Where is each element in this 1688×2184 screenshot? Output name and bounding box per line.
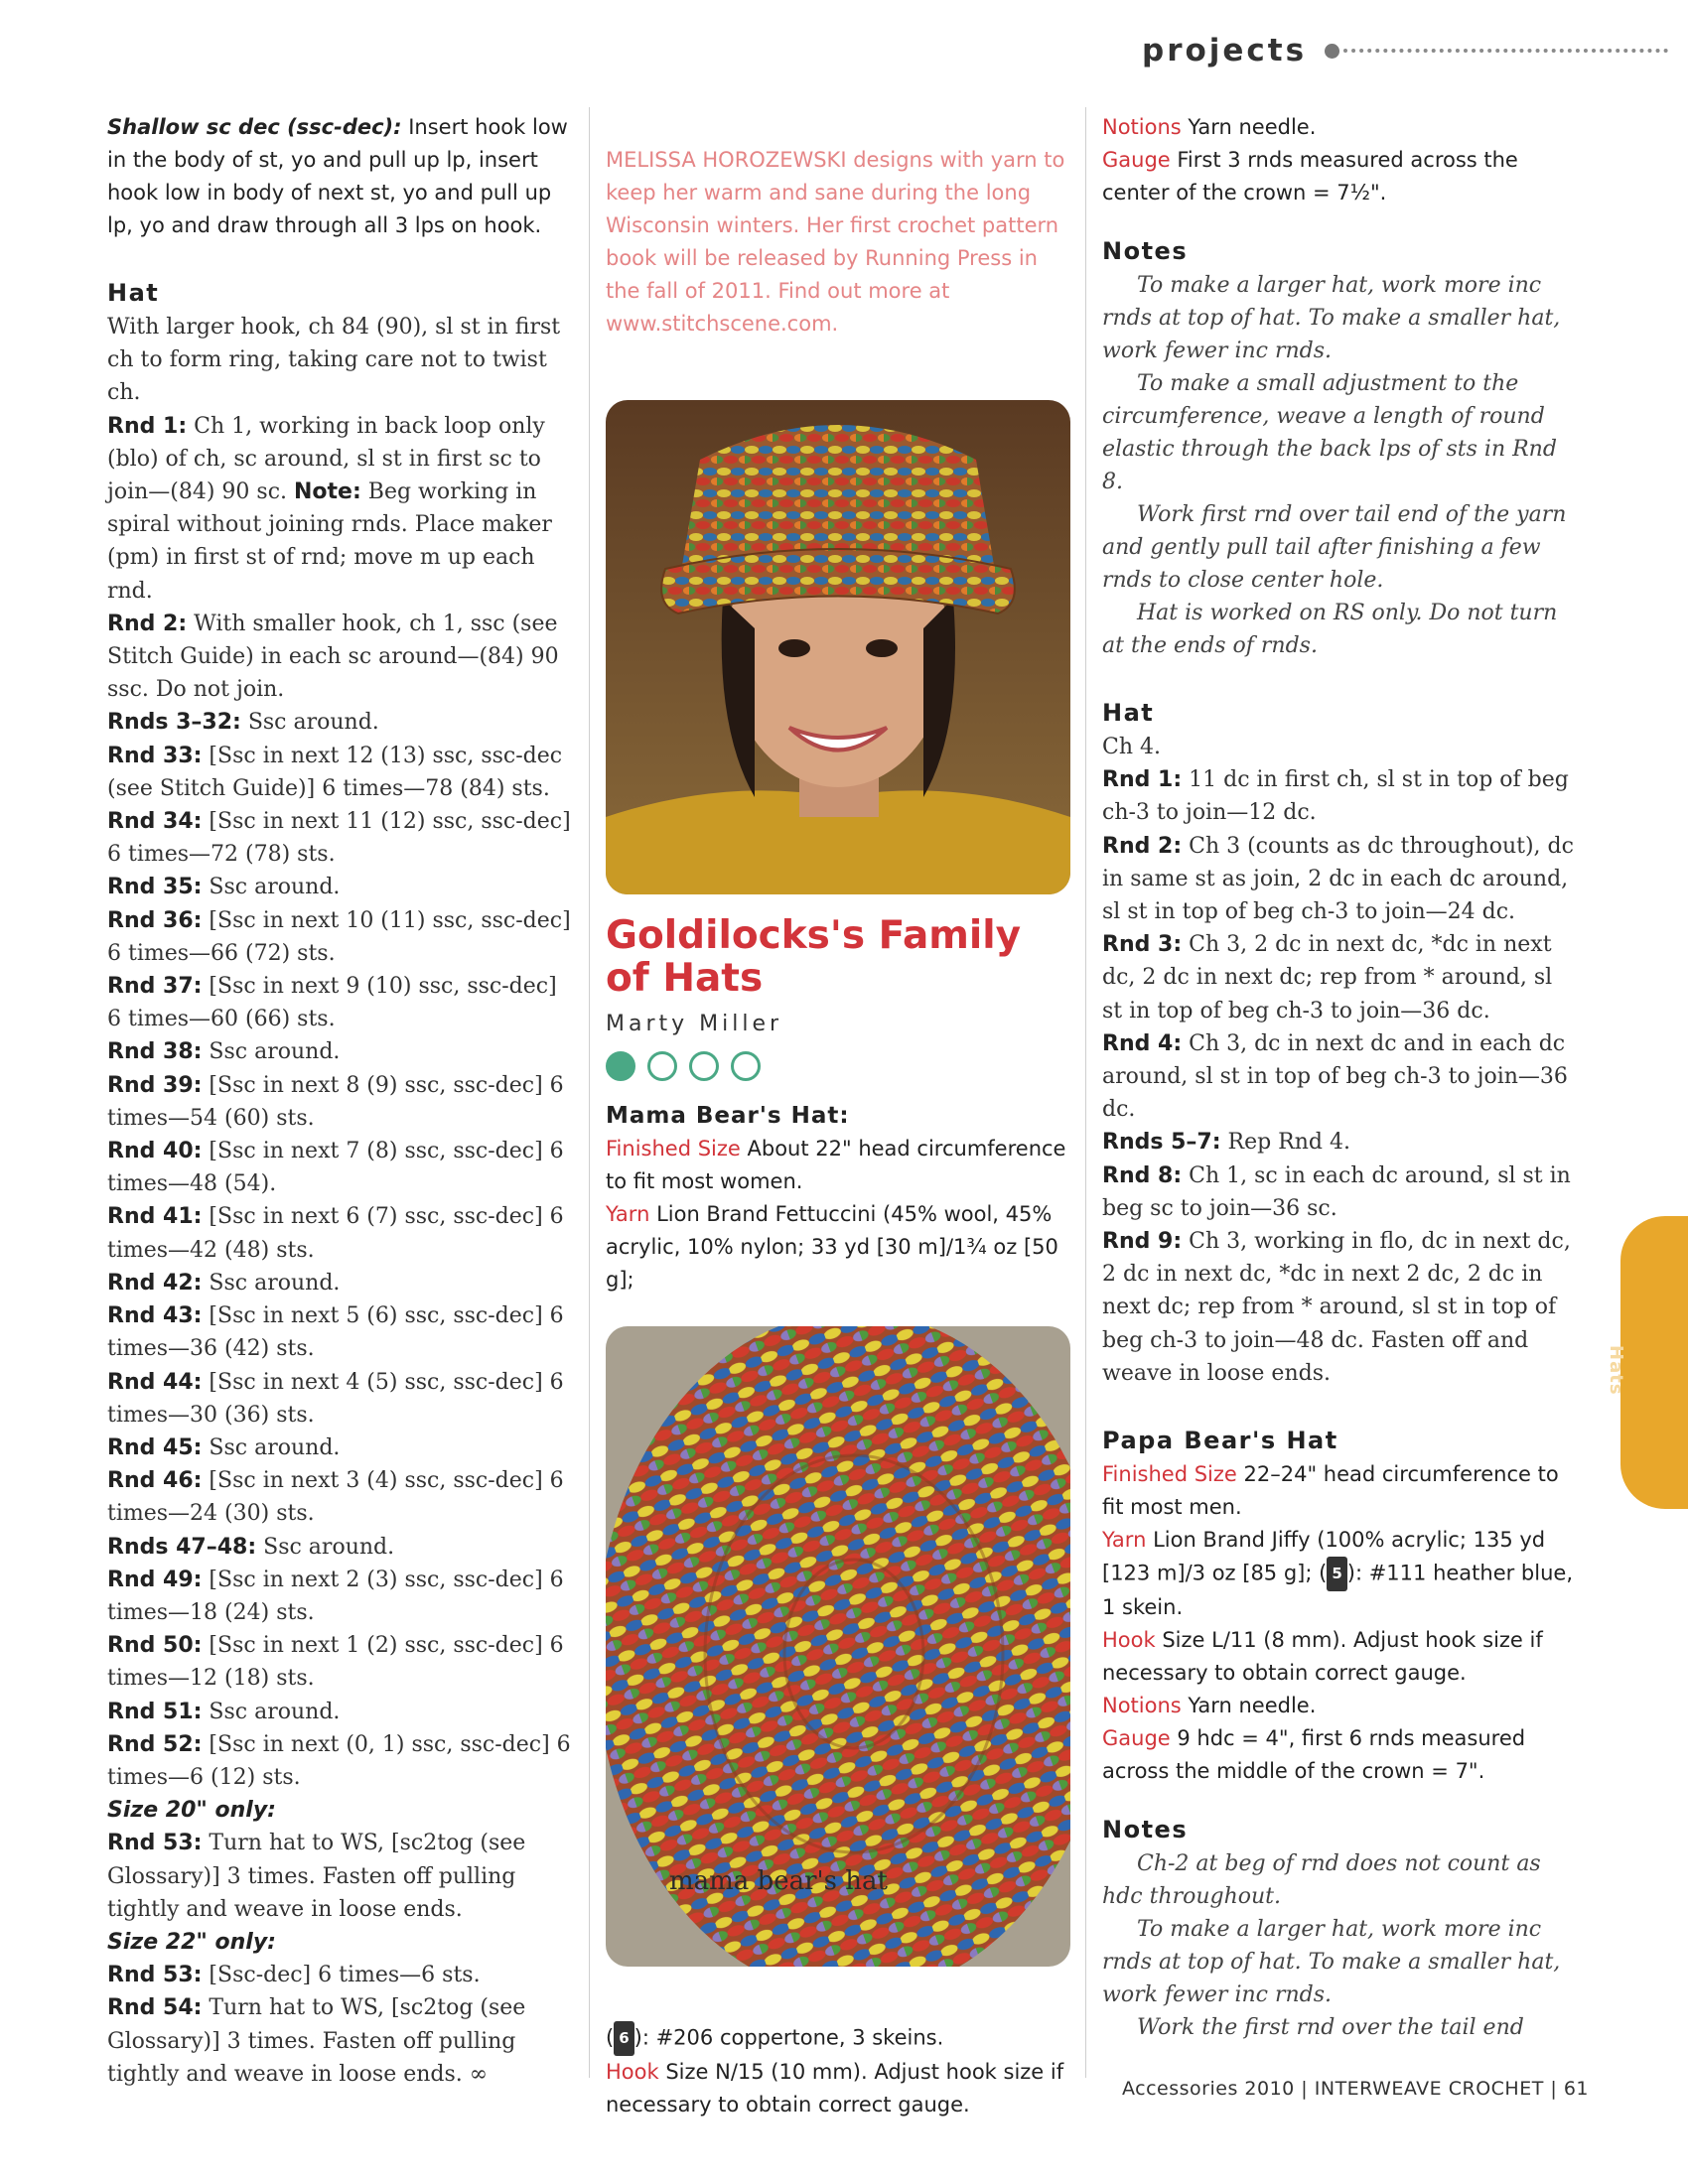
column-divider-1 [589, 107, 590, 2078]
footer-issue: Accessories 2010 [1122, 2078, 1295, 2100]
notes-title: Notes [1102, 237, 1189, 265]
notions-label: Notions [1102, 115, 1182, 139]
round-row [107, 1728, 574, 1794]
round-text: [Ssc in next 8 (9) ssc, ssc-dec] 6 times—54 (60) sts. [107, 1072, 564, 1131]
notions-text: Yarn needle. [1181, 115, 1317, 139]
size-22-label [107, 1926, 574, 1959]
round-label: Rnd 40: [107, 1139, 203, 1164]
round-row [1102, 830, 1579, 929]
round-text: [Ssc in next 4 (5) ssc, ssc-dec] 6 times—30 (36) sts. [107, 1369, 564, 1428]
round-text: [Ssc in next 5 (6) ssc, ssc-dec] 6 times—36 (42) sts. [107, 1303, 564, 1362]
round-text: [Ssc-dec] 6 times—6 sts. [202, 1963, 481, 1988]
hook-label: Hook [1102, 1628, 1156, 1653]
round-text: [Ssc in next 3 (4) ssc, ssc-dec] 6 times—24 (30) sts. [107, 1468, 564, 1527]
round-text: Ssc around. [202, 1699, 341, 1724]
notions-label: Notions [1102, 1694, 1182, 1718]
designer-bio: MELISSA HOROZEWSKI designs with yarn to keep her warm and sane during the long Wisconsin winters. Her first crochet pattern book will be released by Running Press in the fall of 2011. Find out more at www.stitchscene.com. [606, 148, 1065, 336]
size-label: Size 20" only: [107, 1798, 276, 1824]
finished-size [606, 1133, 1072, 1198]
gauge-text: First 3 rnds measured across the center of the crown = 7½". [1102, 148, 1518, 205]
round-label: Rnd 44: [107, 1369, 203, 1395]
column-1 [107, 111, 574, 2091]
round-text: Turn hat to WS, [sc2tog (see Glossary)] 3 times. Fasten off pulling tightly and weave in loose ends. ∞ [107, 1995, 526, 2087]
mama-bear-hat-photo [606, 1326, 1070, 1967]
note-paragraph: Hat is worked on RS only. Do not turn at the ends of rnds. [1102, 601, 1558, 658]
size-label: Size 22" only: [107, 1929, 276, 1955]
yarn-label: Yarn [606, 1202, 650, 1226]
round-text: [Ssc in next 6 (7) ssc, ssc-dec] 6 times—42 (48) sts. [107, 1204, 564, 1263]
round-row [1102, 1126, 1579, 1159]
section-header [1142, 26, 1668, 75]
round-text: [Ssc in next 12 (13) ssc, ssc-dec (see Stitch Guide)] 6 times—78 (84) sts. [107, 743, 563, 801]
photo-caption-text: mama bear's hat [669, 1866, 888, 1896]
gauge-label: Gauge [1102, 148, 1171, 172]
note-label: Note: [294, 479, 361, 505]
round-label: Rnd 35: [107, 875, 203, 900]
yarn-weight-icon: 5 [1327, 1557, 1346, 1591]
round-label: Rnd 1: [1102, 767, 1183, 793]
round-label: Rnds 47–48: [107, 1534, 257, 1560]
round-row [1102, 1027, 1579, 1127]
round-label: Rnd 42: [107, 1270, 203, 1296]
round-text: With smaller hook, ch 1, ssc (see Stitch Guide) in each sc around—(84) 90 ssc. Do not join. [107, 611, 559, 703]
round-row [107, 970, 574, 1035]
round-text: Turn hat to WS, [sc2tog (see Glossary)] 3 times. Fasten off pulling tightly and weave in loose ends. [107, 1831, 526, 1922]
round-list [107, 608, 574, 1794]
hat-section-title: Hat [107, 279, 160, 307]
round-label: Rnd 4: [1102, 1030, 1183, 1056]
round-text: Ssc around. [240, 710, 379, 736]
size-22-round-54 [107, 1991, 574, 2091]
hat-section-title: Hat [1102, 699, 1155, 727]
round-text: [Ssc in next 11 (12) ssc, ssc-dec] 6 times—72 (78) sts. [107, 809, 571, 868]
round-row [107, 706, 574, 739]
round-text: 11 dc in first ch, sl st in top of beg ch-3 to join—12 dc. [1102, 767, 1569, 826]
yarn-spec-continued: ( 6 ): #206 coppertone, 3 skeins. [606, 2021, 1072, 2056]
hook-text: Size L/11 (8 mm). Adjust hook size if necessary to obtain correct gauge. [1102, 1628, 1543, 1686]
round-label: Rnds 5–7: [1102, 1130, 1221, 1156]
round-text: [Ssc in next 7 (8) ssc, ssc-dec] 6 times—48 (54). [107, 1139, 564, 1197]
round-row [107, 1200, 574, 1266]
round-text: [Ssc in next 1 (2) ssc, ssc-dec] 6 times—12 (18) sts. [107, 1633, 564, 1692]
round-text: Ch 3, 2 dc in next dc, *dc in next dc, 2 dc in next dc; rep from * around, sl st in top of beg ch-3 to join—36 dc. [1102, 932, 1553, 1024]
stitch-definition-label: Shallow sc dec (ssc-dec): [107, 115, 402, 139]
stitch-definition-text: Insert hook low in the body of st, yo and pull up lp, insert hook low in body of next st, yo and pull up lp, yo and draw through all 3 lps on hook. [107, 115, 568, 237]
round-text: [Ssc in next 2 (3) ssc, ssc-dec] 6 times—18 (24) sts. [107, 1567, 564, 1625]
round-row [107, 1267, 574, 1299]
yarn-weight-icon: 6 [614, 2021, 633, 2056]
round-text: Ch 3, working in flo, dc in next dc, 2 dc in next dc, *dc in next 2 dc, 2 dc in next dc; rep from * around, sl st in top of beg ch-3 to join—48 dc. Fasten off and weave in loose ends. [1102, 1229, 1571, 1386]
round-row [107, 871, 574, 903]
papa-yarn-spec [1102, 1524, 1579, 1624]
round-list [1102, 763, 1579, 1390]
size-22-round-53 [107, 1959, 574, 1991]
round-row [107, 1432, 574, 1464]
side-tab [1606, 1216, 1688, 1509]
round-label: Rnd 37: [107, 974, 203, 1000]
round-label: Rnd 54: [107, 1995, 203, 2021]
round-label: Rnd 46: [107, 1468, 203, 1494]
round-row [107, 904, 574, 970]
papa-notes-list [1102, 1847, 1579, 2044]
gauge-label: Gauge [1102, 1726, 1171, 1751]
mama-bear-hat-title: Mama Bear's Hat: [606, 1103, 850, 1129]
round-1 [107, 410, 574, 608]
yarn-text: ): #111 heather blue, 1 skein. [1102, 1561, 1574, 1620]
page-footer [1122, 2078, 1589, 2100]
papa-gauge-spec [1102, 1722, 1579, 1788]
round-label: Rnd 39: [107, 1072, 203, 1098]
round-row [107, 1531, 574, 1564]
skill-dot-empty-icon [647, 1051, 677, 1081]
round-label: Rnds 3–32: [107, 710, 241, 736]
round-text: Ch 3, dc in next dc and in each dc around, sl st in top of beg ch-3 to join—36 dc. [1102, 1030, 1568, 1123]
papa-hook-spec [1102, 1624, 1579, 1690]
yarn-label: Yarn [1102, 1528, 1147, 1553]
round-text: Ssc around. [202, 875, 341, 900]
note-paragraph: Work the first rnd over the tail end [1137, 2015, 1524, 2041]
round-text: Ssc around. [256, 1534, 395, 1560]
round-label: Rnd 49: [107, 1567, 203, 1592]
column-divider-2 [1085, 107, 1086, 2078]
finished-size-text: 22–24" head circumference to fit most men. [1102, 1462, 1559, 1520]
photo-caption [669, 1867, 888, 1895]
round-row [1102, 1225, 1579, 1390]
size-20-round-53 [107, 1827, 574, 1926]
papa-notions-spec [1102, 1690, 1579, 1722]
footer-separator: | [1550, 2078, 1564, 2100]
skill-dot-empty-icon [731, 1051, 761, 1081]
round-text: Beg working in spiral without joining rnds. Place maker (pm) in first st of rnd; move m up each rnd. [107, 479, 552, 604]
round-label: Rnd 53: [107, 1963, 203, 1988]
note-paragraph: To make a larger hat, work more inc rnds at top of hat. To make a smaller hat, work fewer inc rnds. [1102, 1917, 1561, 2008]
round-text: Rep Rnd 4. [1220, 1130, 1350, 1156]
yarn-spec [606, 1198, 1072, 1297]
round-label: Rnd 2: [1102, 833, 1183, 859]
round-row [107, 608, 574, 707]
hook-text: Size N/15 (10 mm). Adjust hook size if necessary to obtain correct gauge. [606, 2060, 1064, 2116]
round-label: Rnd 8: [1102, 1162, 1183, 1188]
yarn-text: Lion Brand Fettuccini (45% wool, 45% acrylic, 10% nylon; 33 yd [30 m]/1¾ oz [50 g]; [606, 1202, 1058, 1292]
round-text: Ssc around. [202, 1270, 341, 1296]
header-bullet-icon [1325, 44, 1339, 59]
skill-dot-empty-icon [689, 1051, 719, 1081]
round-row [107, 1629, 574, 1695]
round-label: Rnd 1: [107, 413, 188, 439]
round-label: Rnd 38: [107, 1039, 203, 1065]
round-row [107, 1069, 574, 1135]
papa-notes-title: Notes [1102, 1816, 1189, 1844]
round-text: Ch 1, sc in each dc around, sl st in beg sc to join—36 sc. [1102, 1162, 1571, 1221]
section-label: projects [1142, 33, 1308, 68]
round-label: Rnd 50: [107, 1633, 203, 1659]
model-photo-image [606, 400, 1070, 894]
note-paragraph: Ch-2 at beg of rnd does not count as hdc throughout. [1102, 1851, 1541, 1910]
round-label: Rnd 52: [107, 1731, 203, 1757]
skill-dot-filled-icon [606, 1051, 635, 1081]
round-row [107, 1696, 574, 1728]
round-row [107, 1135, 574, 1200]
round-row [107, 805, 574, 871]
hook-spec [606, 2056, 1072, 2121]
footer-magazine: INTERWEAVE CROCHET [1314, 2078, 1544, 2100]
finished-size-text: About 22" head circumference to fit most women. [606, 1137, 1066, 1193]
note-paragraph: To make a small adjustment to the circumference, weave a length of round elastic through the back lps of sts in Rnd 8. [1102, 371, 1557, 494]
yarn-text: Lion Brand Jiffy (100% acrylic; 135 yd [123 m]/3 oz [85 g]; ( [1102, 1528, 1546, 1585]
yarn-cont-text: ): #206 coppertone, 3 skeins. [633, 2025, 944, 2050]
byline: Marty Miller [606, 1012, 783, 1036]
round-row [107, 1564, 574, 1629]
hat-intro: With larger hook, ch 84 (90), sl st in first ch to form ring, taking care not to twist ch. [107, 315, 561, 406]
round-text: Ch 1, working in back loop only (blo) of ch, sc around, sl st in first sc to join—(84) 90 sc. [107, 413, 545, 505]
size-20-label [107, 1794, 574, 1827]
article-title: Goldilocks's Family of Hats [606, 913, 1022, 1001]
round-row [107, 1464, 574, 1530]
round-label: Rnd 51: [107, 1699, 203, 1724]
column-3 [1102, 111, 1579, 2044]
round-row [107, 1299, 574, 1365]
round-row [107, 1035, 574, 1068]
round-label: Rnd 33: [107, 743, 203, 768]
gauge-spec [1102, 144, 1579, 209]
round-row [1102, 928, 1579, 1027]
round-row [107, 740, 574, 805]
notions-spec [1102, 111, 1579, 144]
note-paragraph: To make a larger hat, work more inc rnds at top of hat. To make a smaller hat, work fewer inc rnds. [1102, 273, 1561, 363]
round-text: [Ssc in next (0, 1) ssc, ssc-dec] 6 times—6 (12) sts. [107, 1731, 571, 1790]
round-label: Rnd 36: [107, 907, 203, 933]
papa-bear-hat-title: Papa Bear's Hat [1102, 1427, 1338, 1455]
round-label: Rnd 34: [107, 809, 203, 835]
round-text: Ssc around. [202, 1434, 341, 1460]
side-tab-label: Hats [1606, 1345, 1626, 1396]
round-text: [Ssc in next 9 (10) ssc, ssc-dec] 6 times—60 (66) sts. [107, 974, 557, 1032]
round-text: Ch 3 (counts as dc throughout), dc in same st as join, 2 dc in each dc around, sl st in top of beg ch-3 to join—24 dc. [1102, 833, 1574, 925]
note-paragraph: Work first rnd over tail end of the yarn and gently pull tail after finishing a few rnds to close center hole. [1102, 502, 1567, 593]
round-label: Rnd 45: [107, 1434, 203, 1460]
stitch-definition [107, 111, 574, 242]
round-label: Rnd 2: [107, 611, 188, 636]
footer-separator: | [1301, 2078, 1315, 2100]
notes-list [1102, 269, 1579, 662]
round-row [107, 1366, 574, 1432]
round-row [1102, 1160, 1579, 1225]
finished-size-label: Finished Size [606, 1137, 741, 1160]
column-2 [606, 144, 1072, 2121]
round-label: Rnd 3: [1102, 932, 1183, 958]
skill-level-indicator [606, 1051, 1072, 1081]
finished-size-label: Finished Size [1102, 1462, 1237, 1487]
header-dotted-rule [1343, 49, 1668, 53]
gauge-text: 9 hdc = 4", first 6 rnds measured across the middle of the crown = 7". [1102, 1726, 1526, 1784]
hat-start: Ch 4. [1102, 735, 1161, 759]
round-label: Rnd 53: [107, 1831, 203, 1856]
round-text: [Ssc in next 10 (11) ssc, ssc-dec] 6 times—66 (72) sts. [107, 907, 571, 966]
page-number: 61 [1563, 2078, 1589, 2100]
round-label: Rnd 43: [107, 1303, 203, 1329]
papa-finished-size [1102, 1458, 1579, 1524]
round-text: Ssc around. [202, 1039, 341, 1065]
round-label: Rnd 41: [107, 1204, 203, 1230]
notions-text: Yarn needle. [1181, 1694, 1317, 1718]
model-photo [606, 400, 1070, 894]
round-label: Rnd 9: [1102, 1229, 1183, 1255]
hook-label: Hook [606, 2060, 659, 2084]
round-row [1102, 763, 1579, 829]
